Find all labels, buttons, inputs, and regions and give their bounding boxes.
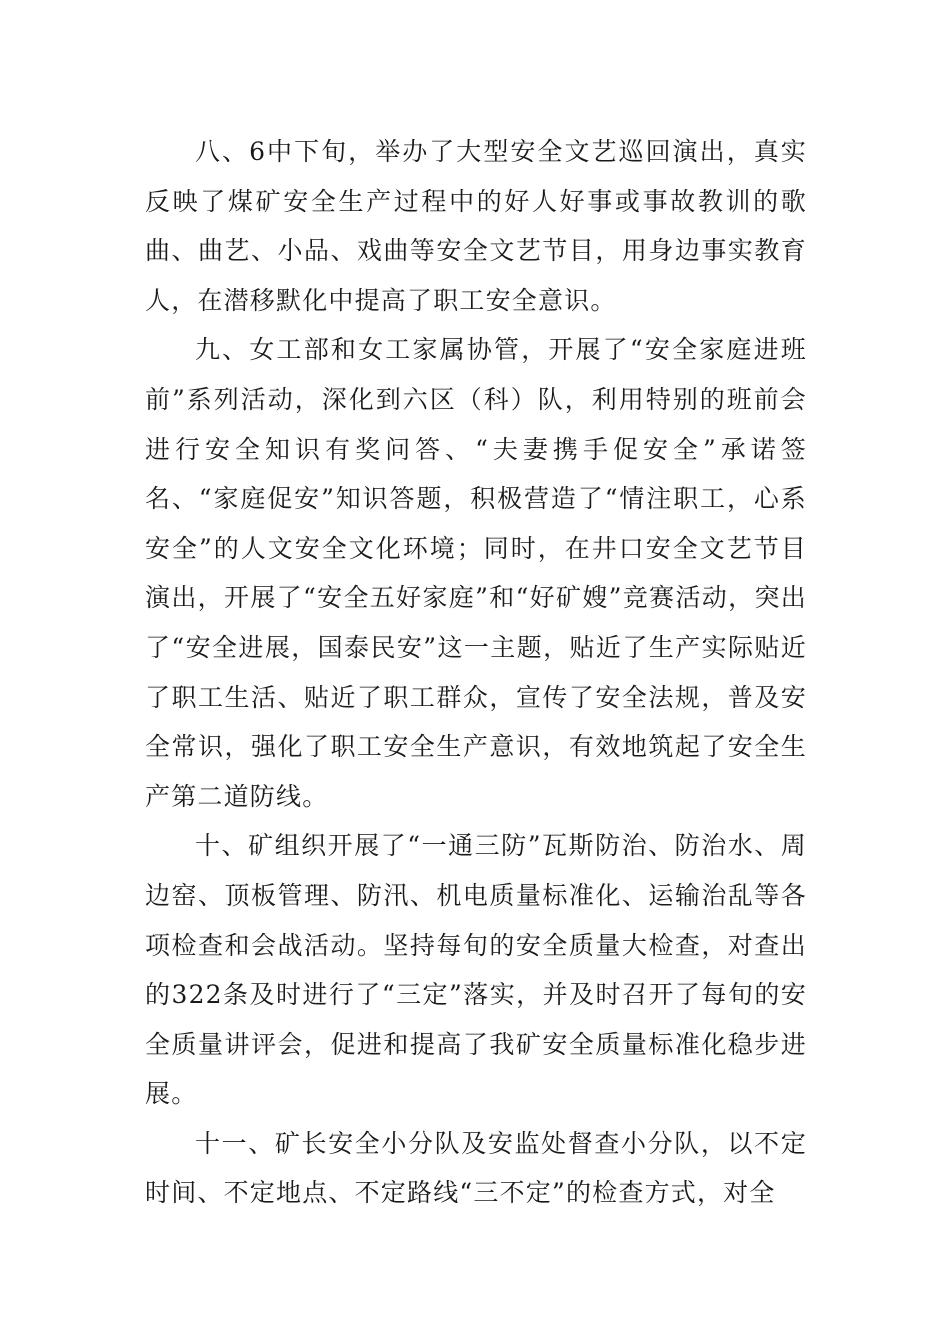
paragraph-9: 九、女工部和女工家属协管，开展了“安全家庭进班前”系列活动，深化到六区（科）队，利用特别的班前会进行安全知识有奖问答、“夫妻携手促安全”承诺签名、“家庭促安”知识答题，积极营造了“情注职工，心系安全”的人文安全文化环境；同时，在井口安全文艺节目演出，开展了“安全五好家庭”和“好矿嫂”竞赛活动，突出了“安全进展，国泰民安”这一主题，贴近了生产实际贴近了职工生活、贴近了职工群众，宣传了安全法规，普及安全常识，强化了职工安全生产意识，有效地筑起了安全生产第二道防线。 — [145, 335, 807, 811]
document-body — [145, 127, 807, 1218]
paragraph-10: 十、矿组织开展了“一通三防”瓦斯防治、防治水、周边窑、顶板管理、防汛、机电质量标准化、运输治乱等各项检查和会战活动。坚持每旬的安全质量大检查，对查出的322条及时进行了“三定”落实，并及时召开了每旬的安全质量讲评会，促进和提高了我矿安全质量标准化稳步进展。 — [145, 831, 807, 1109]
paragraph-8: 八、6中下旬，举办了大型安全文艺巡回演出，真实反映了煤矿安全生产过程中的好人好事或事故教训的歌曲、曲艺、小品、戏曲等安全文艺节目，用身边事实教育人，在潜移默化中提高了职工安全意识。 — [145, 137, 807, 315]
paragraph-11: 十一、矿长安全小分队及安监处督查小分队，以不定时间、不定地点、不定路线“三不定”的检查方式，对全 — [145, 1128, 807, 1208]
